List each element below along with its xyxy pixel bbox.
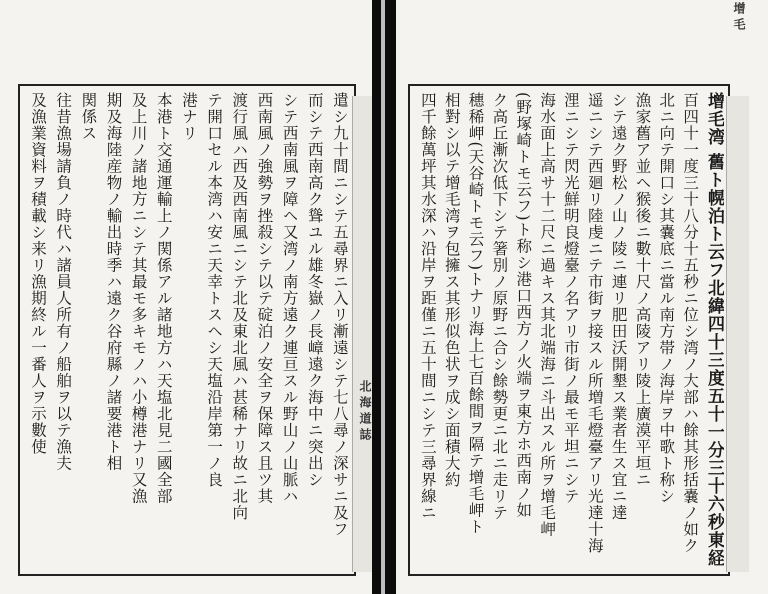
- right-text-columns: [414, 92, 724, 568]
- text-column: 往昔漁場請負ノ時代ハ諸員人所有ノ船舶ヲ以テ漁夫: [54, 92, 73, 472]
- text-column: シテ遠ク野松ノ山ノ陵ニ連リ肥田沃開墾ス業者生ス宜ニ達: [609, 92, 628, 521]
- text-column: (野塚崎トモ云フ)ト称シ港口西方ノ火端ヲ東方ホ西南ノ如: [514, 92, 533, 519]
- running-head: 北海道誌: [358, 380, 372, 444]
- text-column: 而シテ西南高ク聳ユル雄冬嶽ノ長嶂遠ク海中ニ突出シ: [305, 92, 324, 488]
- text-column: 浬ニシテ閃光鮮明良燈臺ノ名アリ市街ノ最モ平坦ニシテ: [561, 92, 580, 505]
- text-column: 海水面上高サ十二尺ニ過キス其北端海ニ斗出スル所ヲ增毛岬: [538, 92, 557, 538]
- left-page: [0, 0, 372, 594]
- text-column: 西南風ノ強勢ヲ挫殺シテ以テ碇泊ノ安全ヲ保障ス且ツ其: [255, 92, 274, 505]
- text-column: テ開口セル本湾ハ安ニ天幸トスヘシ天塩沿岸第一ノ良: [205, 92, 224, 488]
- right-text-frame: [408, 84, 730, 576]
- text-column: 本港ト交通運輸上ノ関係アル諸地方ハ天塩北見二國全部: [154, 92, 173, 505]
- book-gutter: [372, 0, 396, 594]
- text-column: 遥ニシテ西廻リ陸虔ニテ市街ヲ接スル所増毛燈臺アリ光達十海: [585, 92, 604, 554]
- text-column: 相對シ以テ增毛湾ヲ包擁ス其形似色状ヲ成シ面積大約: [442, 92, 461, 488]
- text-column: 遣シ九十間ニシテ五尋界ニ入リ漸遠シテ七八尋ノ深サニ及フ: [330, 92, 349, 538]
- text-column: 期及海陸産物ノ輸出時季ハ遠ク谷府縣ノ諸要港ト相: [104, 92, 123, 472]
- text-column: 增毛湾 舊ト幌泊ト云フ北緯四十三度五十一分三十六秒東経: [703, 92, 724, 567]
- text-column: 及漁業資料ヲ積載シ来リ漁期終ル一番人ヲ示數使: [29, 92, 47, 455]
- left-text-columns: [24, 92, 350, 568]
- text-column: 渡行風ハ西及西南風ニシテ北及東北風ハ甚稀ナリ故ニ北向: [230, 92, 249, 521]
- running-head: 增毛: [732, 2, 746, 34]
- text-column: 北ニ向テ開口シ其嚢底ニ當ル南方帯ノ海岸ヲ中歌ト称シ: [657, 92, 676, 505]
- text-column: 百四十一度三十八分十五秒ニ位シ湾ノ大部ハ餘其形括嚢ノ如ク: [681, 92, 700, 554]
- text-column: 穗稀岬(天谷崎トモ云フ)トナリ海上七百餘間ヲ隔テ增毛岬ト: [466, 92, 485, 536]
- text-column: シテ西南風ヲ障ヘ又湾ノ南方遠ク連亘スル野山ノ山脈ハ: [280, 92, 299, 505]
- right-page: [396, 0, 768, 594]
- text-column: 港ナリ: [179, 92, 198, 142]
- text-column: ク高丘漸次低下シテ箸別ノ原野ニ合シ餘勢更ニ北ニ走リテ: [490, 92, 509, 521]
- left-text-frame: [18, 84, 356, 576]
- right-margin-tab: [726, 96, 749, 572]
- text-column: 関係ス: [79, 92, 98, 142]
- text-column: 及上川ノ諸地方ニシテ其最モ多キモノハ小樽港ナリ又漁: [129, 92, 148, 505]
- text-column: 四千餘萬坪其水深ハ沿岸ヲ距僅ニ五十間ニシテ三尋界線ニ: [418, 92, 437, 521]
- text-column: 漁家舊ア並ヘ猴後ニ數十尺ノ高陵アリ陵上廣漠平垣ニ: [633, 92, 652, 488]
